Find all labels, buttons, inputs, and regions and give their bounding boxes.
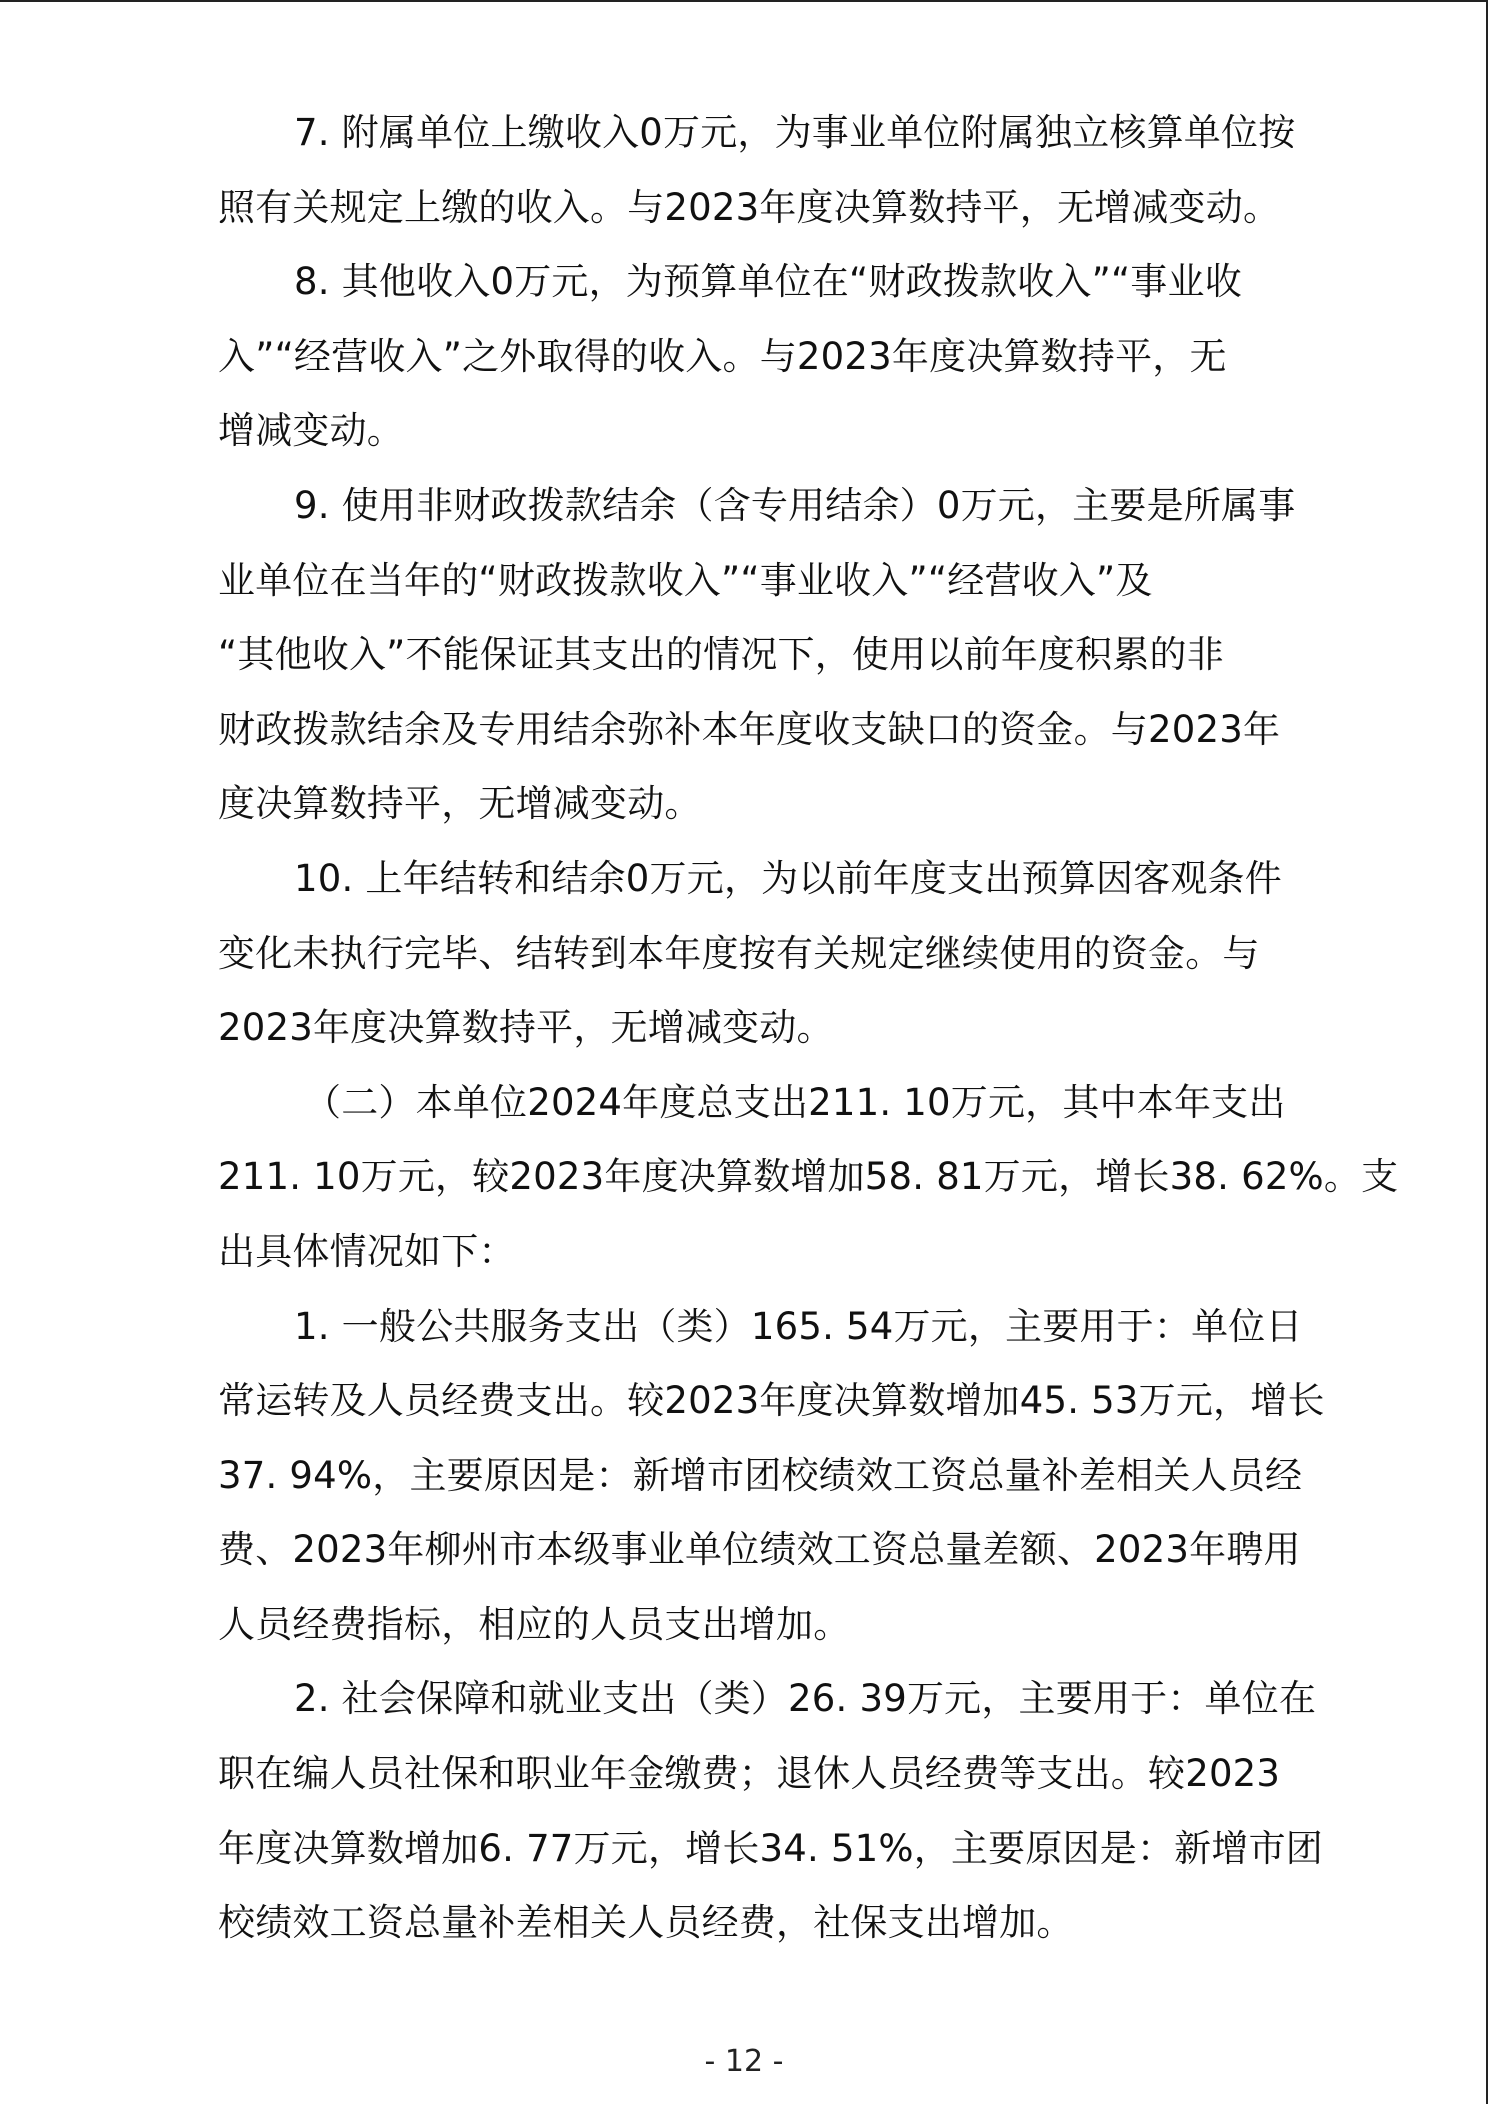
text-line: （二）本单位2024年度总支出211. 10万元，其中本年支出 [304,1080,1286,1124]
text-line: 出具体情况如下： [218,1229,516,1273]
text-line: 财政拨款结余及专用结余弥补本年度收支缺口的资金。与2023年 [218,707,1281,751]
text-line: 年度决算数增加6. 77万元，增长34. 51%，主要原因是：新增市团 [218,1826,1323,1870]
text-line: 2. 社会保障和就业支出（类）26. 39万元，主要用于：单位在 [294,1677,1317,1721]
text-line: “其他收入”不能保证其支出的情况下，使用以前年度积累的非 [218,633,1224,677]
text-line: 9. 使用非财政拨款结余（含专用结余）0万元，主要是所属事 [294,483,1296,527]
text-line: 2023年度决算数持平，无增减变动。 [218,1006,834,1050]
text-line: 校绩效工资总量补差相关人员经费，社保支出增加。 [218,1901,1074,1945]
text-line: 7. 附属单位上缴收入0万元，为事业单位附属独立核算单位按 [294,111,1296,154]
text-line: 增减变动。 [218,409,404,453]
text-line: 211. 10万元，较2023年度决算数增加58. 81万元，增长38. 62%。支 [218,1155,1399,1199]
text-line: 职在编人员社保和职业年金缴费；退休人员经费等支出。较2023 [218,1752,1281,1796]
text-line: 度决算数持平，无增减变动。 [218,782,702,826]
text-line: 业单位在当年的“财政拨款收入”“事业收入”“经营收入”及 [218,558,1153,602]
text-line: 常运转及人员经费支出。较2023年度决算数增加45. 53万元，增长 [218,1379,1325,1423]
text-line: 人员经费指标，相应的人员支出增加。 [218,1602,851,1646]
text-line: 变化未执行完毕、结转到本年度按有关规定继续使用的资金。与 [218,931,1260,975]
text-line: 入”“经营收入”之外取得的收入。与2023年度决算数持平，无 [218,334,1227,378]
text-line: 8. 其他收入0万元，为预算单位在“财政拨款收入”“事业收 [294,260,1242,304]
page-number: - 12 - [704,2044,784,2079]
text-line: 1. 一般公共服务支出（类）165. 54万元，主要用于：单位日 [294,1304,1303,1348]
text-line: 37. 94%，主要原因是：新增市团校绩效工资总量补差相关人员经 [218,1453,1303,1497]
document-body [218,96,1399,1961]
text-line: 10. 上年结转和结余0万元，为以前年度支出预算因客观条件 [294,856,1282,900]
page-top-border [0,0,1488,2]
text-line: 照有关规定上缴的收入。与2023年度决算数持平，无增减变动。 [218,185,1281,229]
text-line: 费、2023年柳州市本级事业单位绩效工资总量差额、2023年聘用 [218,1528,1301,1572]
